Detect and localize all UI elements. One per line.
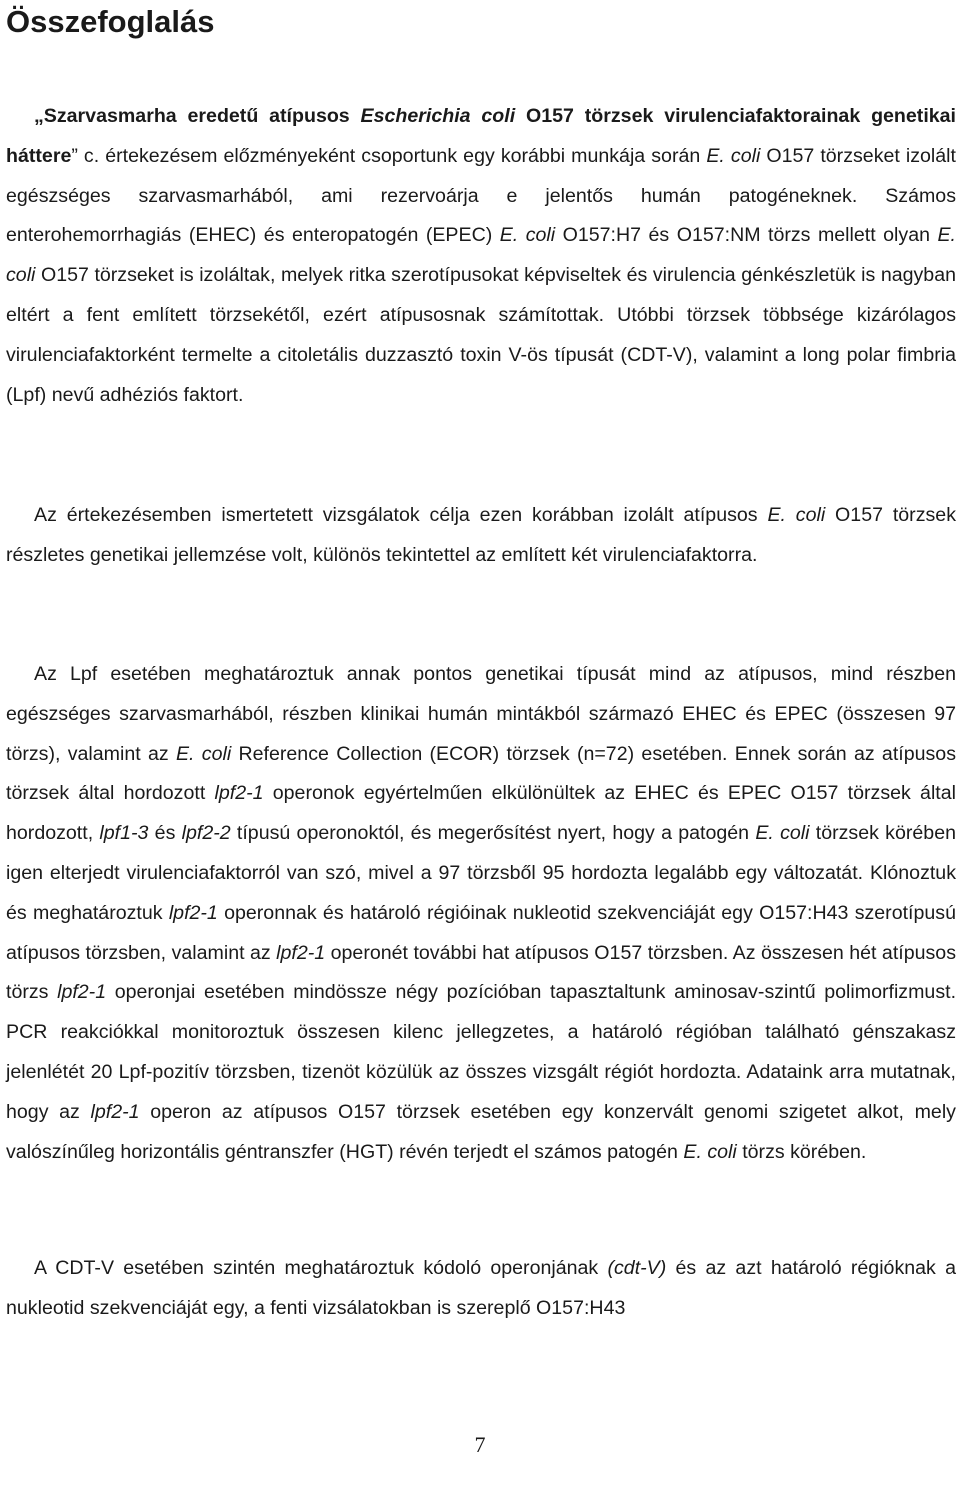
- paragraph-aim: Az értekezésemben ismertetett vizsgálatok célja ezen korábban izolált atípusos E. coli O157 törzsek részletes genetikai jellemzése volt, különös tekintettel az említett két virulenciafaktorra.: [6, 504, 956, 566]
- thesis-title: „Szarvasmarha eredetű atípusos Escherichia coli O157 törzsek virulenciafaktorainak genetikai háttere: [6, 105, 957, 167]
- page-title: Összefoglalás: [6, 4, 215, 39]
- paragraph-intro: „Szarvasmarha eredetű atípusos Escherichia coli O157 törzsek virulenciafaktorainak genetikai háttere” c. értekezésem előzményeként csoportunk egy korábbi munkája során E. coli O157 törzseket izolált egészséges szarvasmarhából, ami rezervoárja e jelentős humán patogéneknek. Számos enterohemorrhagiás (EHEC) és enteropatogén (EPEC) E. coli O157:H7 és O157:NM törzs mellett olyan E. coli O157 törzseket is izoláltak, melyek ritka szerotípusokat képviseltek és virulencia génkészletük is nagyban eltért a fent említett törzsekétől, ezért atípusosnak számítottak. Utóbbi törzsek többsége kizárólagos virulenciafaktorként termelte a citoletális duzzasztó toxin V-ös típusát (CDT-V), valamint a long polar fimbria (Lpf) nevű adhéziós faktort.: [6, 105, 957, 406]
- page-number: 7: [474, 1432, 486, 1457]
- paragraph-lpf: Az Lpf esetében meghatároztuk annak pontos genetikai típusát mind az atípusos, mind részben egészséges szarvasmarhából, részben klinikai humán mintákból származó EHEC és EPEC (összesen 97 törzs), valamint az E. coli Reference Collection (ECOR) törzsek (n=72) esetében. Ennek során az atípusos törzsek által hordozott lpf2-1 operonok egyértelműen elkülönültek az EHEC és EPEC O157 törzsek által hordozott, lpf1-3 és lpf2-2 típusú operonoktól, és megerősítést nyert, hogy a patogén E. coli törzsek körében igen elterjedt virulenciafaktorról van szó, mivel a 97 törzsből 95 hordozta legalább egy változatát. Klónoztuk és meghatároztuk lpf2-1 operonnak és határoló régióinak nukleotid szekvenciáját egy O157:H43 szerotípusú atípusos törzsben, valamint az lpf2-1 operonét további hat atípusos O157 törzsben. Az összesen hét atípusos törzs lpf2-1 operonjai esetében mindössze négy pozícióban tapasztaltunk aminosav-szintű polimorfizmust. PCR reakciókkal monitoroztuk összesen kilenc jellegzetes, a határoló régióban található génszakasz jelenlétét 20 Lpf-pozitív törzsben, tizenöt közülük az összes vizsgált régiót hordozta. Adataink arra mutatnak, hogy az lpf2-1 operon az atípusos O157 törzsek esetében egy konzervált genomi szigetet alkot, mely valószínűleg horizontális géntranszfer (HGT) révén terjedt el számos patogén E. coli törzs körében.: [6, 663, 957, 1163]
- paragraph-cdt: A CDT-V esetében szintén meghatároztuk kódoló operonjának (cdt-V) és az azt határoló régióknak a nukleotid szekvenciáját egy, a fenti vizsálatokban is szereplő O157:H43: [6, 1257, 956, 1319]
